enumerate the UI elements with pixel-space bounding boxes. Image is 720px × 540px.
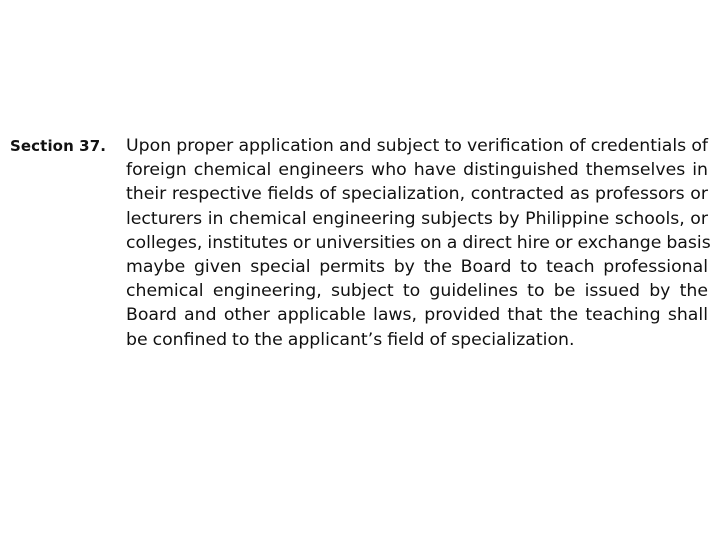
body-line: lecturers in chemical engineering subjects by Philippine schools, or (126, 208, 708, 229)
body-line: foreign chemical engineers who have distinguished themselves in (126, 160, 708, 181)
body-line: colleges, institutes or universities on a direct hire or exchange basis (126, 232, 711, 253)
section-body (126, 134, 711, 352)
body-line: Board and other applicable laws, provided that the teaching shall (126, 305, 708, 326)
body-line: their respective fields of specialization, contracted as professors or (126, 184, 708, 205)
section-label: Section 37. (10, 137, 107, 155)
body-line: be confined to the applicant’s field of specialization. (126, 329, 575, 350)
body-line: chemical engineering, subject to guidelines to be issued by the (126, 281, 708, 302)
body-line: Upon proper application and subject to verification of credentials of (126, 136, 708, 156)
body-line: maybe given special permits by the Board to teach professional (126, 256, 708, 277)
